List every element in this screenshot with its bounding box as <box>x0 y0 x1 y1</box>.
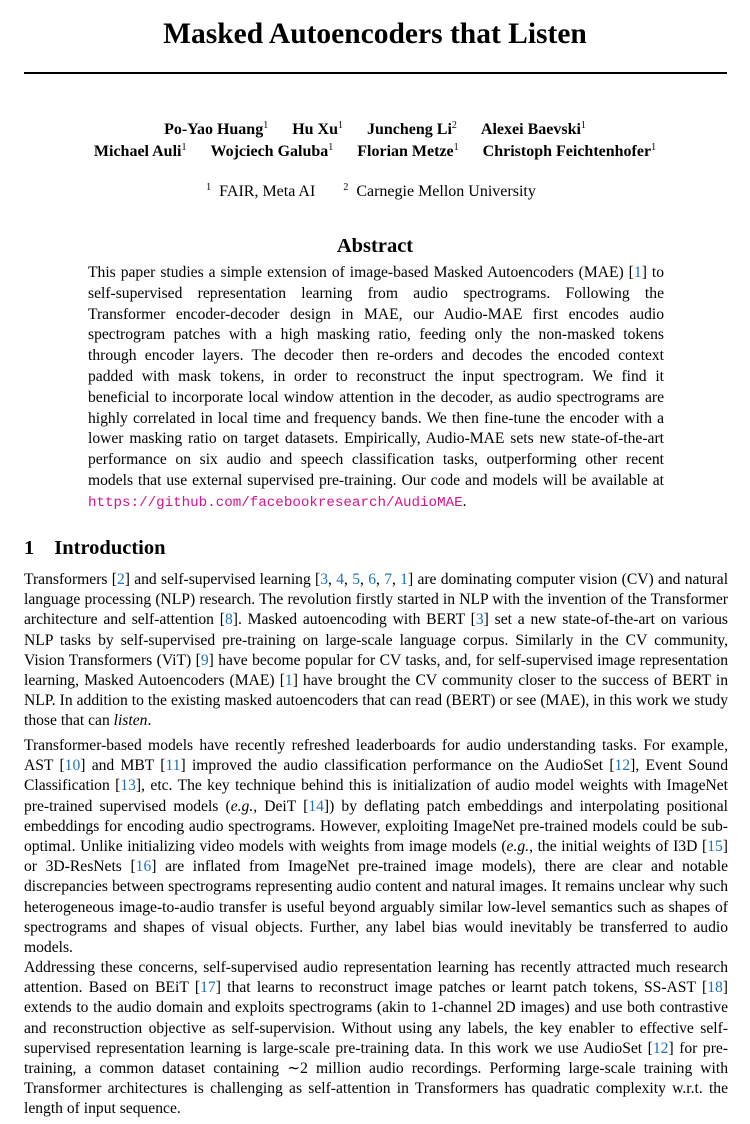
author: Hu Xu$^1$ <box>292 120 343 138</box>
citation-link[interactable]: 16 <box>135 858 152 876</box>
paper-title: Masked Autoencoders that Listen <box>163 18 587 50</box>
title-rule <box>24 72 727 74</box>
citation-link[interactable]: 12 <box>652 1039 669 1057</box>
citation-link[interactable]: 6 <box>368 571 376 588</box>
affiliations <box>0 181 750 203</box>
affiliation: $^2$ Carnegie Mellon University <box>343 182 536 200</box>
citation-link[interactable]: 12 <box>614 757 631 775</box>
author-row-1 <box>0 119 750 141</box>
citation-link[interactable]: 18 <box>707 979 723 997</box>
citation-link[interactable]: 14 <box>308 797 324 815</box>
citation-link[interactable]: 17 <box>200 979 216 997</box>
section-title: Introduction <box>54 537 166 559</box>
intro-paragraph-3: Addressing these concerns, self-supervised audio representation learning has recently attracted much research attention. Based on BEiT [17] that learns to reconstruct image patches or learnt patch tokens, SS-AST [18] extends to the audio domain and exploits spectrograms (akin to 1-channel 2D images) and use both contrastive and reconstruction objective as self-supervision. Without using any labels, the key enabler to effective self-supervised representation learning is large-scale pre-training data. In this work we use AudioSet [12] for pre-training, a common dataset containing ∼2 million audio recordings. Performing large-scale training with Transformer architectures is challenging as self-attention in Transformers has quadratic complexity w.r.t. the length of input sequence. <box>24 959 729 1118</box>
author-row-2 <box>0 141 750 163</box>
citation-link[interactable]: 15 <box>707 838 723 856</box>
citation-link[interactable]: 11 <box>165 757 181 775</box>
abstract-body: This paper studies a simple extension of image-based Masked Autoencoders (MAE) [1] to self-supervised representation learning from audio spectrograms. Following the Transformer encoder-decoder design in MAE, our Audio-MAE first encodes audio spectrogram patches with a high masking ratio, feeding only the non-masked tokens through encoder layers. The decoder then re-orders and decodes the encoded context padded with mask tokens, in order to reconstruct the input spectrogram. We find it beneficial to incorporate local window attention in the decoder, as audio spectrograms are highly correlated in local time and frequency bands. We then fine-tune the encoder with a lower masking ratio on target datasets. Empirically, Audio-MAE sets new state-of-the-art performance on six audio and speech classification tasks, outperforming other recent models that use external supervised pre-training. Our code and models will be available at https://github.com/facebookresearch/AudioMAE. <box>88 264 664 511</box>
affiliation: $^1$ FAIR, Meta AI <box>206 182 316 200</box>
citation-link[interactable]: 9 <box>200 651 209 669</box>
citation-link[interactable]: 4 <box>336 571 345 588</box>
author: Christoph Feichtenhofer$^1$ <box>482 142 657 160</box>
citation-link[interactable]: 1 <box>284 672 293 690</box>
citation-link[interactable]: 5 <box>352 571 361 588</box>
citation-link[interactable]: 10 <box>64 757 81 775</box>
section-heading <box>24 535 166 561</box>
citation-link[interactable]: 3 <box>475 611 484 629</box>
author: Alexei Baevski$^1$ <box>480 120 586 138</box>
abstract-heading: Abstract <box>336 235 414 257</box>
code-url-link[interactable]: https://github.com/facebookresearch/AudioMAE <box>88 494 463 511</box>
section-number: 1 <box>24 537 35 559</box>
intro-paragraph-1: Transformers [2] and self-supervised learning [3, 4, 5, 6, 7, 1] are dominating computer vision (CV) and natural language processing (NLP) research. The revolution firstly started in NLP with the invention of the Transformer architecture and self-attention [8]. Masked autoencoding with BERT [3] set a new state-of-the-art on various NLP tasks by self-supervised pre-training on large-scale language corpus. Similarly in the CV community, Vision Transformers (ViT) [9] have become popular for CV tasks, and, for self-supervised image representation learning, Masked Autoencoders (MAE) [1] have brought the CV community closer to the success of BERT in NLP. In addition to the existing masked autoencoders that can read (BERT) or see (MAE), in this work we study those that can listen. <box>24 571 729 730</box>
citation-link[interactable]: 1 <box>400 571 408 588</box>
author: Michael Auli$^1$ <box>93 142 187 160</box>
intro-paragraph-2: Transformer-based models have recently refreshed leaderboards for audio understanding tasks. For example, AST [10] and MBT [11] improved the audio classification performance on the AudioSet [12], Event Sound Classification [13], etc. The key technique behind this is initialization of audio model weights with ImageNet pre-trained supervised models (e.g., DeiT [14]) by deflating patch embeddings and interpolating positional embeddings for encoding audio spectrograms. However, exploiting ImageNet pre-trained models could be sub-optimal. Unlike initializing video models with weights from image models (e.g., the initial weights of I3D [15] or 3D-ResNets [16] are inflated from ImageNet pre-trained image models), there are clear and notable discrepancies between spectrograms representing audio content and natural images. It remains unclear why such heterogeneous image-to-audio transfer is useful beyond arguably similar low-level semantics such as shapes of spectrograms and shapes of visual objects. Further, any label bias would inevitably be transferred to audio models. <box>24 737 729 957</box>
citation-link[interactable]: 1 <box>633 264 642 281</box>
author: Wojciech Galuba$^1$ <box>210 142 334 160</box>
citation-link[interactable]: 13 <box>120 777 136 795</box>
citation-link[interactable]: 2 <box>116 571 125 588</box>
citation-link[interactable]: 8 <box>224 611 233 629</box>
citation-link[interactable]: 3 <box>320 571 329 588</box>
author: Florian Metze$^1$ <box>357 142 459 160</box>
citation-link[interactable]: 7 <box>384 571 392 588</box>
author: Juncheng Li$^2$ <box>367 120 457 138</box>
author: Po-Yao Huang$^1$ <box>164 120 269 138</box>
